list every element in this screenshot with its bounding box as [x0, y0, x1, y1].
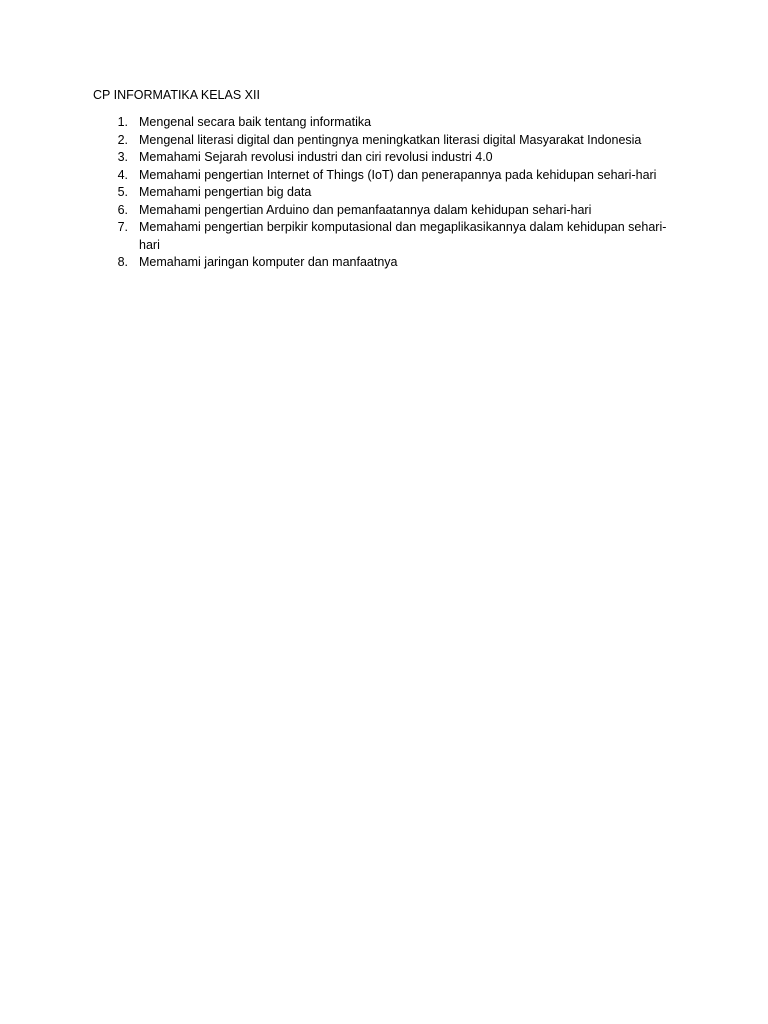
list-item [93, 254, 673, 272]
list-item [93, 219, 673, 254]
list-item [93, 167, 673, 185]
document-title: CP INFORMATIKA KELAS XII [93, 88, 260, 102]
list-item [93, 114, 673, 132]
list-item-number: 1. [117, 115, 128, 129]
list-item-number: 8. [117, 255, 128, 269]
list-item-number: 5. [117, 185, 128, 199]
list-item-number: 7. [117, 220, 128, 234]
list-item-number: 6. [117, 202, 128, 217]
list-item-number: 2. [117, 132, 128, 147]
list-item-text: Mengenal literasi digital dan pentingnya meningkatkan literasi digital Masyarakat Indonesia [139, 132, 642, 147]
list-item-text: Mengenal secara baik tentang informatika [139, 115, 372, 129]
list-item-text: Memahami jaringan komputer dan manfaatnya [139, 255, 398, 269]
list-item [93, 132, 673, 150]
list-item-number: 4. [117, 167, 128, 182]
list-item-text: Memahami pengertian Internet of Things (IoT) dan penerapannya pada kehidupan sehari-hari [139, 167, 657, 182]
list-item-number: 3. [117, 150, 128, 164]
learning-outcomes-list [93, 114, 673, 272]
list-item-text: Memahami pengertian Arduino dan pemanfaatannya dalam kehidupan sehari-hari [139, 202, 592, 217]
list-item-text: Memahami pengertian berpikir komputasional dan megaplikasikannya dalam kehidupan sehari-hari [139, 220, 667, 252]
list-item [93, 149, 673, 167]
list-item-text: Memahami Sejarah revolusi industri dan ciri revolusi industri 4.0 [139, 150, 493, 164]
list-item [93, 202, 673, 220]
list-item [93, 184, 673, 202]
list-item-text: Memahami pengertian big data [139, 185, 312, 199]
